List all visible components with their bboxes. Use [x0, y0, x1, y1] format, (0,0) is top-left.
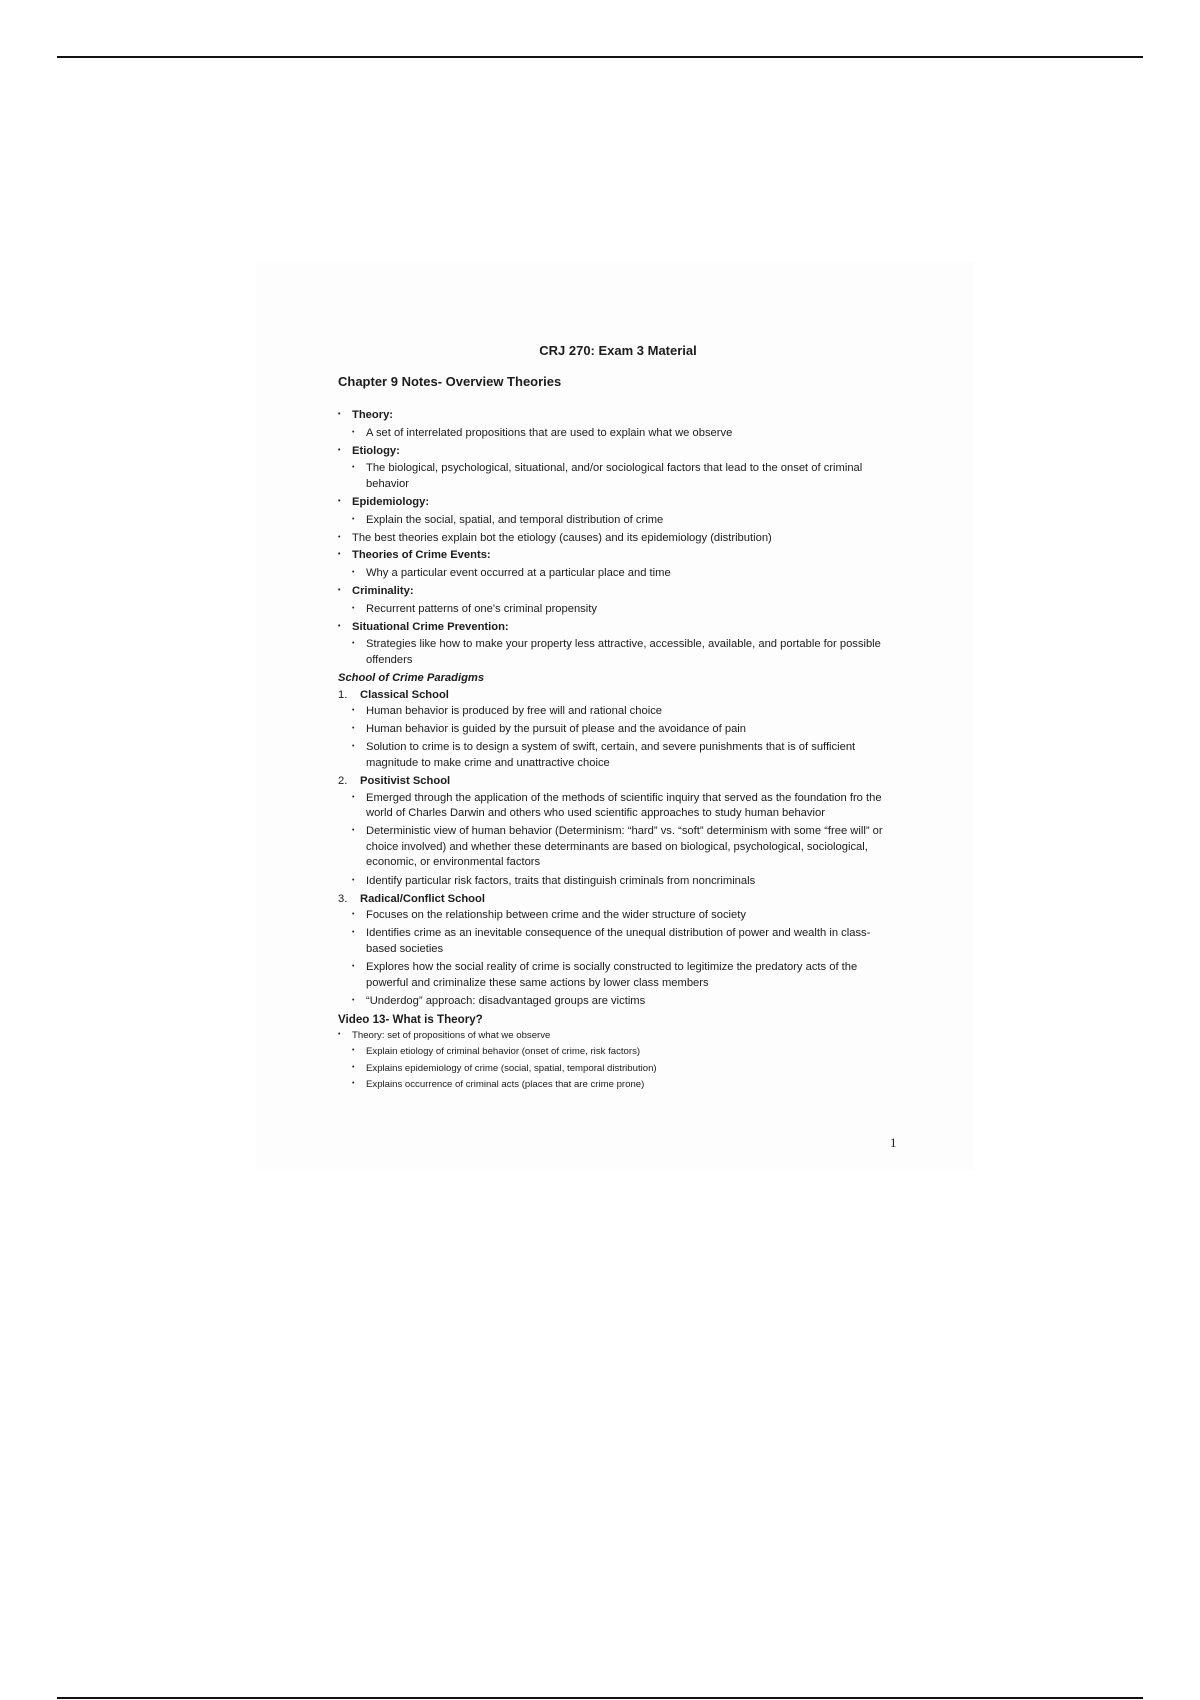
radical-items: [338, 908, 898, 1009]
term-crime-events: • Theories of Crime Events:: [338, 548, 898, 564]
video-notes: [338, 1029, 898, 1092]
list-item: • Solution to crime is to design a system of swift, certain, and severe punishments that is of sufficient magnitude to make crime and unattractive choice: [338, 740, 898, 771]
term-theory-def: • A set of interrelated propositions that are used to explain what we observe: [338, 426, 898, 442]
list-item: • Explains occurrence of criminal acts (places that are crime prone): [338, 1078, 898, 1092]
school-classical: [338, 688, 898, 704]
school-number: 3.: [338, 892, 348, 905]
term-theory: • Theory:: [338, 408, 898, 424]
term-epidemiology: • Epidemiology:: [338, 495, 898, 511]
video-bullet: • Theory: set of propositions of what we observe: [338, 1029, 898, 1043]
term-criminality: • Criminality:: [338, 584, 898, 600]
list-item: • Human behavior is guided by the pursuit of please and the avoidance of pain: [338, 722, 898, 738]
list-item: • Explores how the social reality of crime is socially constructed to legitimize the predatory acts of the powerful and criminalize these same actions by lower class members: [338, 960, 898, 991]
bottom-rule: [57, 1697, 1143, 1699]
list-item: • “Underdog” approach: disadvantaged groups are victims: [338, 994, 898, 1010]
list-item: • Identify particular risk factors, traits that distinguish criminals from noncriminals: [338, 874, 898, 890]
list-item: • Identifies crime as an inevitable consequence of the unequal distribution of power and wealth in class-based societies: [338, 926, 898, 957]
document-content: [338, 343, 898, 1095]
page-number: 1: [890, 1135, 897, 1150]
list-item: • Human behavior is produced by free will and rational choice: [338, 704, 898, 720]
best-theories-note: • The best theories explain bot the etiology (causes) and its epidemiology (distribution): [338, 531, 898, 547]
definitions-list: [338, 408, 898, 668]
school-radical-conflict: [338, 892, 898, 908]
top-rule: [57, 56, 1143, 58]
school-positivist: [338, 774, 898, 790]
list-item: • Emerged through the application of the methods of scientific inquiry that served as the foundation fro the world of Charles Darwin and others who used scientific approaches to study human behavior: [338, 791, 898, 822]
school-name: Classical School: [360, 688, 449, 701]
term-crime-events-def: • Why a particular event occurred at a particular place and time: [338, 566, 898, 582]
term-criminality-def: • Recurrent patterns of one's criminal propensity: [338, 602, 898, 618]
term-situational-prevention-def: • Strategies like how to make your property less attractive, accessible, available, and portable for possible offenders: [338, 637, 898, 668]
term-epidemiology-def: • Explain the social, spatial, and temporal distribution of crime: [338, 513, 898, 529]
paradigms-heading: School of Crime Paradigms: [338, 671, 485, 684]
document-title: CRJ 270: Exam 3 Material: [539, 343, 697, 358]
positivist-items: [338, 791, 898, 890]
list-item: • Explain etiology of criminal behavior (onset of crime, risk factors): [338, 1045, 898, 1059]
video-heading: Video 13- What is Theory?: [338, 1012, 483, 1026]
list-item: • Explains epidemiology of crime (social, spatial, temporal distribution): [338, 1062, 898, 1076]
school-name: Radical/Conflict School: [360, 892, 485, 905]
classical-items: [338, 704, 898, 771]
school-number: 2.: [338, 774, 348, 787]
term-situational-prevention: • Situational Crime Prevention:: [338, 620, 898, 636]
list-item: • Deterministic view of human behavior (Determinism: “hard” vs. “soft” determinism with some “free will” or choice involved) and whether these determinants are based on biological, psychological, sociological, economic, or environmental factors: [338, 824, 898, 871]
list-item: • Focuses on the relationship between crime and the wider structure of society: [338, 908, 898, 924]
term-etiology-def: • The biological, psychological, situational, and/or sociological factors that lead to the onset of criminal behavior: [338, 461, 898, 492]
chapter-title: Chapter 9 Notes- Overview Theories: [338, 374, 562, 389]
term-etiology: • Etiology:: [338, 444, 898, 460]
school-name: Positivist School: [360, 774, 451, 787]
school-number: 1.: [338, 688, 348, 701]
